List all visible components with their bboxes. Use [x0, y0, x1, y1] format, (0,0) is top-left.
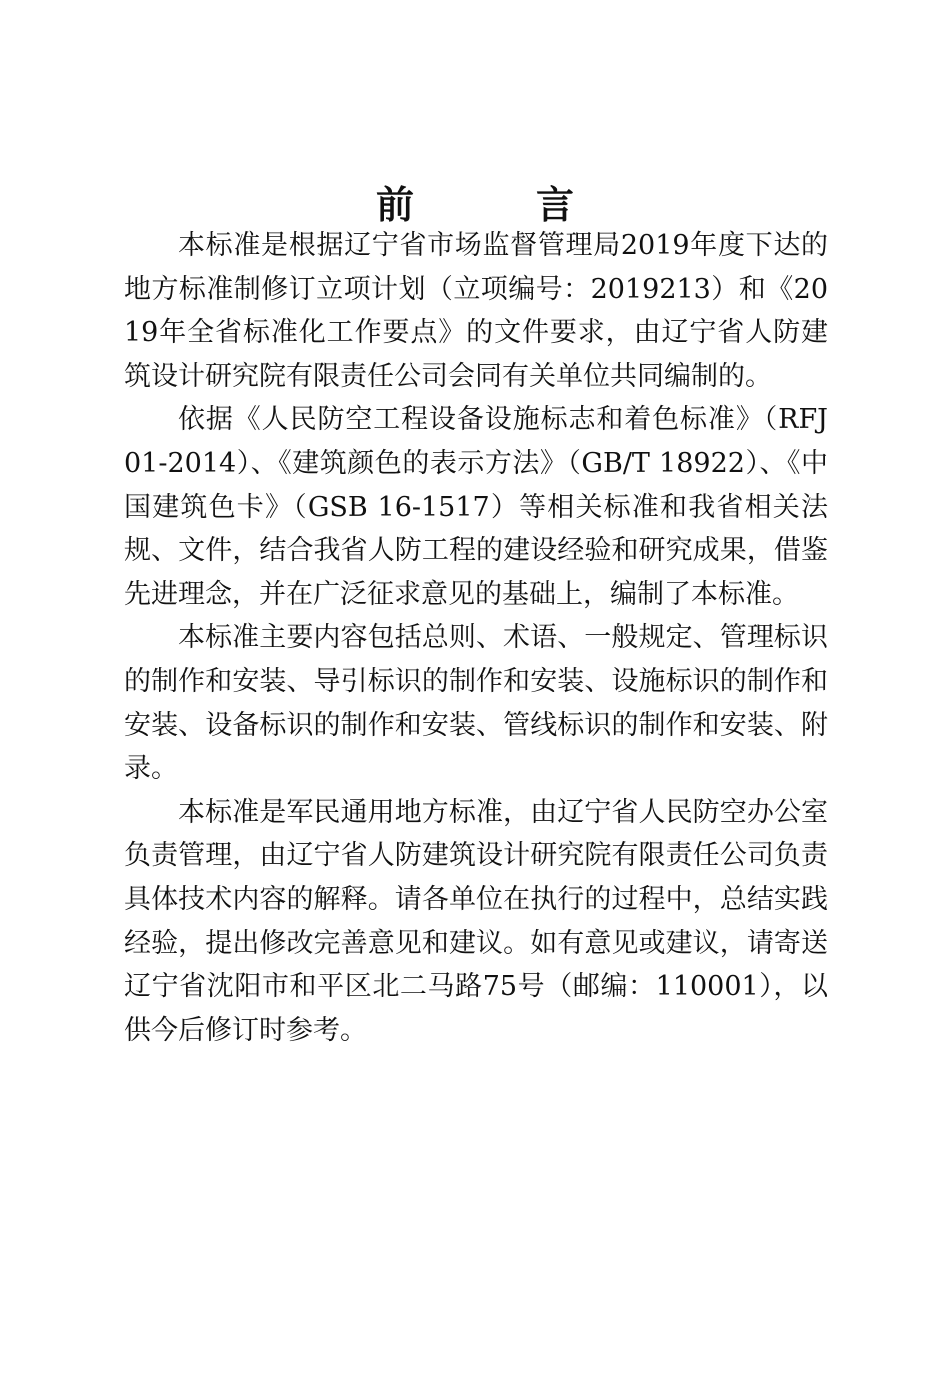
preface-paragraph-2: 依据《人民防空工程设备设施标志和着色标准》（RFJ 01-2014）、《建筑颜色的表示方法》（GB/T 18922）、《中国建筑色卡》（GSB 16-1517）等相关标准和我省相关法规、文件，结合我省人防工程的建设经验和研究成果，借鉴先进理念，并在广泛征求意见的基础上，编制了本标准。	[124, 404, 828, 610]
preface-body	[124, 224, 828, 1052]
preface-paragraph-1: 本标准是根据辽宁省市场监督管理局2019年度下达的地方标准制修订立项计划（立项编号：2019213）和《2019年全省标准化工作要点》的文件要求，由辽宁省人防建筑设计研究院有限责任公司会同有关单位共同编制的。	[124, 230, 828, 392]
page-title: 前 言	[375, 182, 616, 228]
preface-paragraph-3: 本标准主要内容包括总则、术语、一般规定、管理标识的制作和安装、导引标识的制作和安装、设施标识的制作和安装、设备标识的制作和安装、管线标识的制作和安装、附录。	[124, 622, 828, 785]
preface-paragraph-4: 本标准是军民通用地方标准，由辽宁省人民防空办公室负责管理，由辽宁省人防建筑设计研究院有限责任公司负责具体技术内容的解释。请各单位在执行的过程中，总结实践经验，提出修改完善意见和建议。如有意见或建议，请寄送辽宁省沈阳市和平区北二马路75号（邮编：110001），以供今后修订时参考。	[124, 796, 828, 1046]
